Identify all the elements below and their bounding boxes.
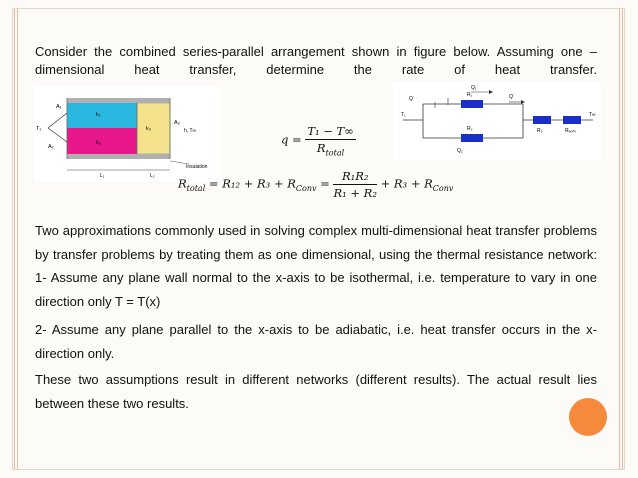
intro-paragraph: [35, 43, 597, 79]
label-L2: L₂: [150, 173, 155, 179]
label-Q1: Q₁˙: [471, 85, 479, 91]
q-den-sub: total: [325, 148, 345, 158]
q-den-symbol: R: [316, 141, 326, 155]
resistor-R2: [461, 134, 483, 142]
conclusion-text: These two assumptions result in different networks (different results). The actual result lies between these two results.: [35, 372, 597, 411]
resistor-R3: [533, 116, 551, 124]
layer-k2: [67, 128, 137, 154]
frame-line-right-2: [619, 9, 620, 469]
resistor-R1: [461, 100, 483, 108]
composite-wall-figure: [34, 86, 220, 182]
label-A1: A₁: [56, 104, 62, 110]
rtotal-frac-num: R₁R₂: [333, 169, 376, 185]
label-T1: T₁: [401, 112, 406, 118]
label-A3: A₃: [174, 120, 180, 126]
label-A2: A₂: [48, 144, 54, 150]
label-k2: k₂: [96, 140, 101, 146]
conclusion-paragraph: [35, 368, 597, 416]
frame-line-left-2: [17, 9, 18, 469]
q-lhs: q =: [281, 132, 302, 147]
insulation-top: [67, 98, 170, 103]
rtotal-eq: =: [320, 176, 330, 191]
rtotal-rhs: + R₃ + R: [380, 176, 433, 191]
label-R1: R₁: [467, 92, 473, 98]
frame-line-right-1: [622, 9, 623, 469]
label-Q2: Q₂˙: [457, 148, 465, 154]
list-item-1: [35, 266, 597, 314]
rtotal-fraction: [333, 169, 376, 200]
rtotal-frac-den: R₁ + R₂: [333, 186, 377, 200]
q-denominator: [305, 140, 355, 157]
resistance-network-figure: [393, 82, 601, 160]
label-k3: k₃: [146, 126, 151, 132]
resistor-Rconv: [563, 116, 581, 124]
decorative-circle: [569, 398, 607, 436]
label-Q: Q˙: [409, 96, 415, 102]
label-insulation: Insulation: [186, 164, 208, 170]
rtotal-mid-sub: Conv: [295, 183, 317, 193]
rtotal-rhs-sub: Conv: [432, 183, 454, 193]
q-fraction: [305, 124, 355, 157]
list-item-1-text: 1- Assume any plane wall normal to the x-axis to be isothermal, i.e. temperature to vary in one direction only T = T(x): [35, 270, 597, 309]
label-Rconv: Rₑₒₙᵥ: [565, 128, 576, 134]
q-equation: [281, 124, 356, 157]
label-Q-right: Q˙: [509, 94, 515, 100]
rtotal-lhs-sub: total: [186, 183, 206, 193]
list-item-2-text: 2- Assume any plane parallel to the x-axis to be adiabatic, i.e. heat transfer occurs in the x- direction only.: [35, 322, 597, 361]
label-L1: L₁: [100, 173, 105, 179]
label-R2: R₂: [467, 126, 473, 132]
rtotal-mid: = R₁₂ + R₃ + R: [208, 176, 296, 191]
label-h-Tinf: h, T∞: [184, 128, 197, 134]
label-R3: R₃: [537, 128, 543, 134]
insulation-bottom: [67, 154, 170, 159]
list-item-2: [35, 318, 597, 366]
label-T1: T₁: [36, 126, 42, 132]
label-Tinf: T∞: [589, 112, 596, 118]
paragraph-approximations-text: Two approximations commonly used in solving complex multi-dimensional heat transfer problems by transfer problems by treating them as one dimensional, using the thermal resistance network:: [35, 223, 597, 262]
frame-line-left-1: [14, 9, 15, 469]
q-numerator: T₁ − T∞: [307, 124, 354, 138]
layer-k3: [137, 103, 170, 154]
rtotal-lhs: R: [178, 176, 187, 191]
intro-text: Consider the combined series-parallel arrangement shown in figure below. Assuming one – dimensional heat transfer, determine the rate of heat transfer.: [35, 44, 597, 77]
rtotal-equation: [178, 169, 453, 200]
label-k1: k₁: [96, 112, 101, 118]
paragraph-approximations: [35, 219, 597, 267]
layer-k1: [67, 103, 137, 128]
